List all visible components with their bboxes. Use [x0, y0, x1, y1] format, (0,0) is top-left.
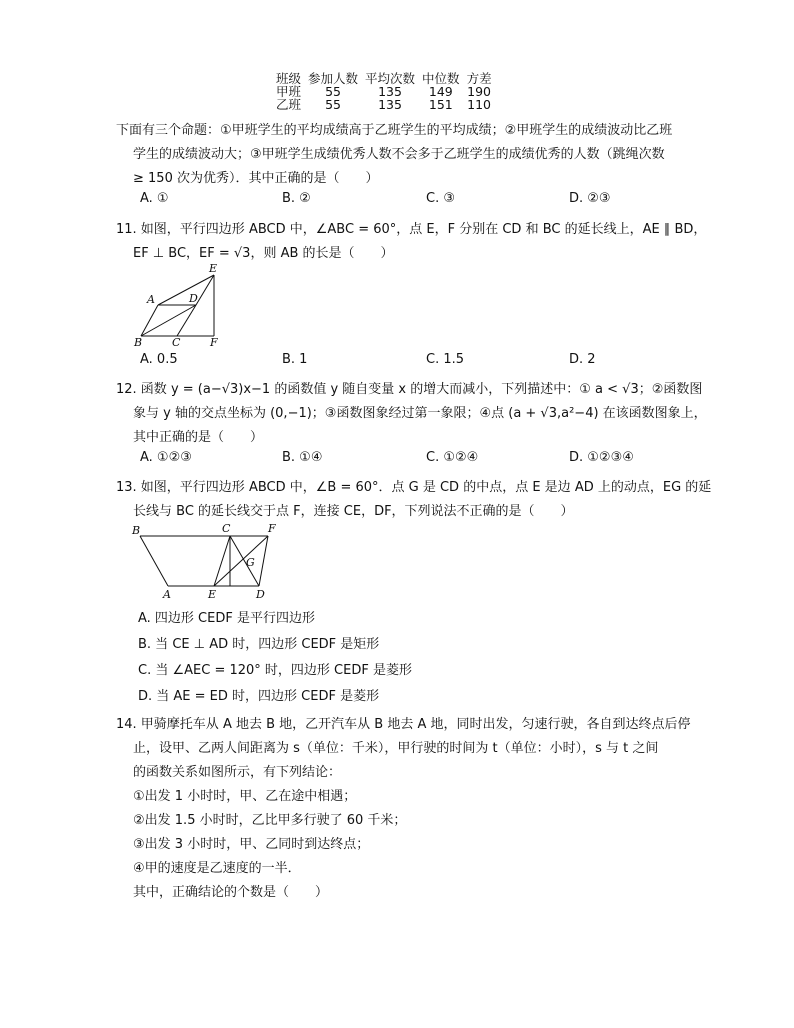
q10-text-line3: ≥ 150 次为优秀）．其中正确的是（ ）: [133, 171, 379, 186]
figure-label: E: [208, 588, 217, 601]
table-cell: 135: [378, 84, 402, 99]
table-header: 方差: [466, 71, 492, 86]
q13-parallelogram-figure: [128, 520, 288, 602]
q12-option-b: B. ①④: [282, 450, 323, 465]
table-cell: 110: [467, 97, 491, 112]
q14-text-line1: 14. 甲骑摩托车从 A 地去 B 地，乙开汽车从 B 地去 A 地，同时出发，匀速行驶，各自到达终点后停: [116, 717, 691, 732]
table-cell: 149: [428, 84, 453, 99]
q13-option-c: C. 当 ∠AEC = 120° 时，四边形 CEDF 是菱形: [138, 663, 412, 678]
q14-item-2: ②出发 1.5 小时时，乙比甲多行驶了 60 千米；: [133, 813, 407, 828]
stats-table: [276, 72, 499, 111]
q11-text-line1: 11. 如图，平行四边形 ABCD 中，∠ABC = 60°，点 E，F 分别在 CD 和 BC 的延长线上，AE ∥ BD，: [116, 222, 707, 237]
figure-label: E: [209, 262, 218, 275]
q11-option-c: C. 1.5: [426, 352, 465, 367]
q12-option-c: C. ①②④: [426, 450, 479, 465]
q11-parallelogram-figure: [130, 262, 230, 348]
q13-option-a: A. 四边形 CEDF 是平行四边形: [138, 611, 315, 626]
q14-item-4: ④甲的速度是乙速度的一半．: [133, 861, 301, 876]
q11-option-d: D. 2: [569, 352, 596, 367]
q10-option-a: A. ①: [140, 191, 169, 206]
table-header: 平均次数: [365, 71, 416, 86]
q12-option-a: A. ①②③: [140, 450, 192, 465]
q11-text-line2: EF ⊥ BC，EF = √3，则 AB 的长是（ ）: [133, 246, 394, 261]
table-cell: 151: [428, 97, 453, 112]
table-cell: 190: [467, 84, 491, 99]
q11-option-a: A. 0.5: [140, 352, 178, 367]
table-header: 中位数: [422, 71, 460, 86]
q10-option-b: B. ②: [282, 191, 311, 206]
table-header: 参加人数: [308, 71, 359, 86]
q14-closing: 其中，正确结论的个数是（ ）: [133, 885, 329, 900]
table-cell: 甲班: [276, 84, 302, 99]
q14-item-3: ③出发 3 小时时，甲、乙同时到达终点；: [133, 837, 370, 852]
q13-text-line1: 13. 如图，平行四边形 ABCD 中，∠B = 60°．点 G 是 CD 的中点，点 E 是边 AD 上的动点，EG 的延: [116, 480, 712, 495]
q10-option-d: D. ②③: [569, 191, 611, 206]
figure-label: B: [134, 336, 143, 348]
table-cell: 55: [325, 84, 341, 99]
table-cell: 135: [378, 97, 402, 112]
q10-option-c: C. ③: [426, 191, 455, 206]
figure-label: A: [147, 293, 155, 306]
q12-text-line3: 其中正确的是（ ）: [133, 430, 264, 445]
table-header: 班级: [276, 71, 302, 86]
q14-item-1: ①出发 1 小时时，甲、乙在途中相遇；: [133, 789, 357, 804]
figure-label: B: [132, 524, 141, 537]
table-cell: 乙班: [276, 97, 302, 112]
q12-text-line2: 象与 y 轴的交点坐标为 (0,−1)；③函数图象经过第一象限；④点 (a + √3,a²−4) 在该函数图象上，: [133, 406, 707, 421]
figure-label: F: [210, 336, 218, 348]
q11-option-b: B. 1: [282, 352, 308, 367]
figure-label: C: [222, 522, 231, 535]
q10-text-line1: 下面有三个命题：①甲班学生的平均成绩高于乙班学生的平均成绩；②甲班学生的成绩波动比乙班: [116, 123, 673, 138]
q14-text-line3: 的函数关系如图所示，有下列结论：: [133, 765, 342, 780]
figure-label: G: [246, 556, 255, 569]
table-row: [276, 98, 499, 111]
q13-text-line2: 长线与 BC 的延长线交于点 F，连接 CE，DF，下列说法不正确的是（ ）: [133, 504, 574, 519]
figure-label: C: [172, 336, 181, 348]
figure-label: D: [256, 588, 265, 601]
q13-option-d: D. 当 AE = ED 时，四边形 CEDF 是菱形: [138, 689, 380, 704]
figure-label: A: [163, 588, 171, 601]
q10-text-line2: 学生的成绩波动大；③甲班学生成绩优秀人数不会多于乙班学生的成绩优秀的人数（跳绳次数: [133, 147, 665, 162]
q13-option-b: B. 当 CE ⊥ AD 时，四边形 CEDF 是矩形: [138, 637, 380, 652]
q12-text-line1: 12. 函数 y = (a−√3)x−1 的函数值 y 随自变量 x 的增大而减小，下列描述中：① a < √3；②函数图: [116, 382, 703, 397]
q12-option-d: D. ①②③④: [569, 450, 634, 465]
table-cell: 55: [325, 97, 341, 112]
q14-text-line2: 止，设甲、乙两人间距离为 s（单位：千米），甲行驶的时间为 t（单位：小时），s 与 t 之间: [133, 741, 659, 756]
figure-label: F: [268, 522, 276, 535]
figure-label: D: [189, 292, 198, 305]
